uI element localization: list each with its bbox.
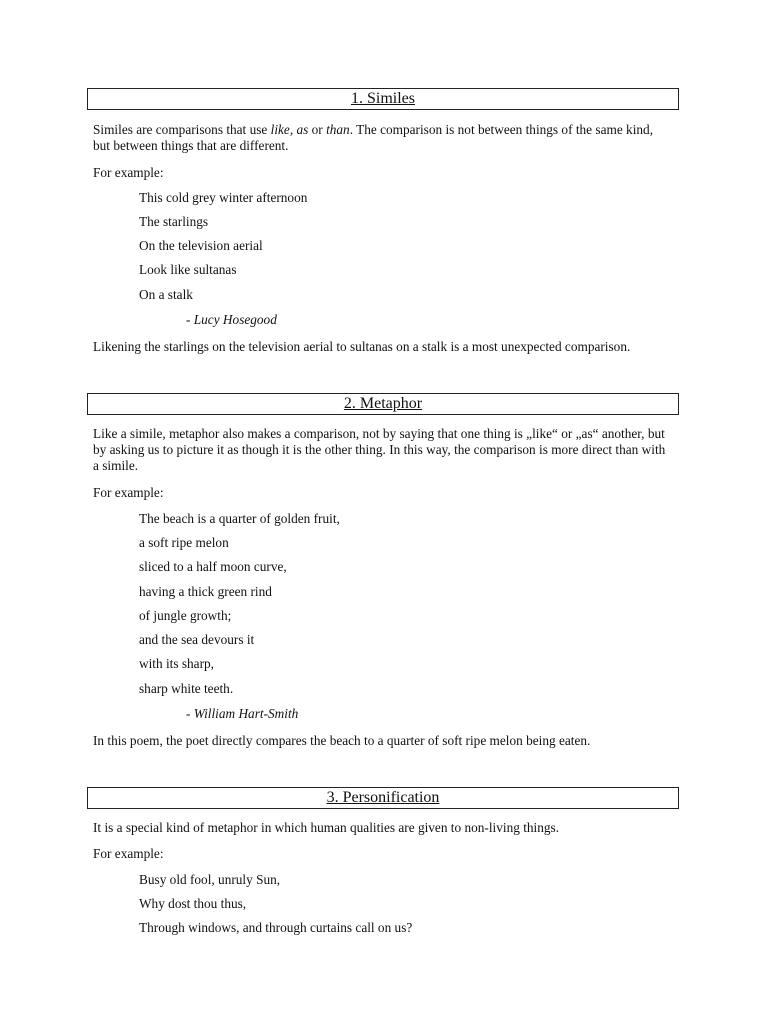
- poem-line: This cold grey winter afternoon: [139, 190, 308, 205]
- section-heading-similes: [87, 88, 679, 110]
- poem-line: Look like sultanas: [139, 262, 237, 277]
- personification-intro: It is a special kind of metaphor in which human qualities are given to non-living things.: [93, 820, 560, 835]
- example-label: For example:: [93, 165, 164, 180]
- heading-text: 3. Personification: [326, 789, 440, 806]
- poem-line: On a stalk: [139, 287, 193, 302]
- poem-line: having a thick green rind: [139, 584, 272, 599]
- intro-text: Similes are comparisons that use: [93, 122, 271, 137]
- heading-text: 1. Similes: [350, 90, 415, 107]
- intro-as: as: [296, 122, 309, 137]
- poem-line: The starlings: [139, 214, 209, 229]
- example-label: For example:: [93, 485, 164, 500]
- poem-line: sharp white teeth.: [139, 681, 234, 696]
- intro-than: than: [326, 122, 350, 137]
- heading-text: 2. Metaphor: [343, 395, 423, 412]
- poem-line: On the television aerial: [139, 238, 263, 253]
- poem-line: The beach is a quarter of golden fruit,: [139, 511, 340, 526]
- intro-or: or: [308, 122, 327, 137]
- poem-line: a soft ripe melon: [139, 535, 229, 550]
- intro-like: like,: [270, 122, 294, 137]
- poem-attribution: [186, 312, 277, 328]
- metaphor-intro: Like a simile, metaphor also makes a comparison, not by saying that one thing is „like“ or „as“ another, but by asking us to picture it as though it is the other thing. In this way, the comparison is more direct than with a simile.: [93, 426, 666, 473]
- intro-text-end: . The comparison is not between things of the same kind, but between things that are different.: [93, 122, 654, 153]
- poem-line: of jungle growth;: [139, 608, 232, 623]
- poem-line: Through windows, and through curtains call on us?: [139, 920, 413, 935]
- attribution-name: Lucy Hosegood: [193, 312, 277, 327]
- section-heading-metaphor: [87, 393, 679, 415]
- poem-line: with its sharp,: [139, 656, 214, 671]
- poem-line: sliced to a half moon curve,: [139, 559, 287, 574]
- similes-conclusion: Likening the starlings on the television aerial to sultanas on a stalk is a most unexpected comparison.: [93, 339, 631, 354]
- section-heading-personification: [87, 787, 679, 809]
- poem-attribution: - William Hart-Smith: [186, 706, 299, 721]
- poem-line: Why dost thou thus,: [139, 896, 247, 911]
- poem-line: Busy old fool, unruly Sun,: [139, 872, 281, 887]
- poem-line: and the sea devours it: [139, 632, 255, 647]
- example-label: For example:: [93, 846, 164, 861]
- metaphor-conclusion: In this poem, the poet directly compares the beach to a quarter of soft ripe melon being eaten.: [93, 733, 591, 748]
- similes-intro: [93, 122, 673, 154]
- attribution-dash: -: [186, 312, 194, 327]
